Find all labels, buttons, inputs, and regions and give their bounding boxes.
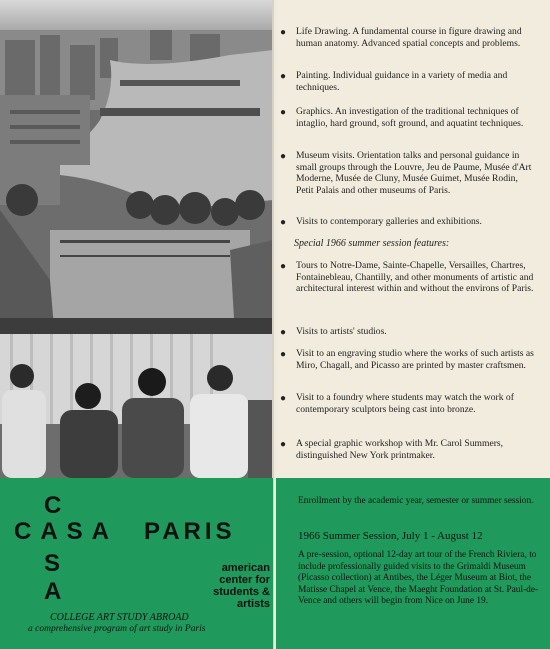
tagline-program: a comprehensive program of art study in Paris	[28, 624, 206, 634]
feature-item: ● Graphics. An investigation of the traditional techniques of intaglio, hard ground, soft ground, and aquatint techniques.	[280, 106, 524, 129]
tagline-college: COLLEGE ART STUDY ABROAD	[50, 612, 189, 623]
bullet-icon: ●	[280, 327, 287, 338]
bullet-icon: ●	[280, 439, 287, 450]
paris-photo	[0, 0, 273, 478]
feature-item: ● Painting. Individual guidance in a variety of media and techniques.	[280, 70, 508, 93]
bullet-icon: ●	[280, 217, 287, 228]
feature-item: ● Museum visits. Orientation talks and personal guidance in small groups through the Louvre, Jeu de Paume, Musée d'Art Moderne, Musée de Cluny, Musée Guimet, Musée Rodin, Petit Palais and other museums of Paris.	[280, 150, 532, 196]
bullet-icon: ●	[280, 349, 287, 360]
logo-letter-s: S	[44, 550, 61, 577]
logo-paris: PARIS	[144, 518, 236, 545]
logo-letter-a: A	[44, 578, 62, 605]
feature-item: ● Visits to contemporary galleries and exhibitions.	[280, 216, 482, 228]
special-item: ● Tours to Notre-Dame, Sainte-Chapelle, Versailles, Chartres, Fontainebleau, Chantilly, and other monuments of artistic and architectural interest within and without the environs of Paris.	[280, 260, 534, 295]
feature-item: ● Life Drawing. A fundamental course in figure drawing and human anatomy. Advanced spatial concepts and problems.	[280, 26, 522, 49]
bullet-icon: ●	[280, 393, 287, 404]
pre-session-text: A pre-session, optional 12-day art tour of the French Riviera, to include professionally guided visits to the Grimaldi Museum (Picasso collection) at Antibes, the Léger Museum at Biot, the Matisse Chapel at Vence, the Maeght Foundation at St. Paul-de-Vence and others will begin from Nice on June 19.	[298, 550, 539, 606]
special-heading: Special 1966 summer session features:	[294, 238, 450, 249]
bullet-icon: ●	[280, 71, 287, 82]
logo-casa: CASA	[14, 518, 119, 545]
logo-letter-c: C	[44, 492, 62, 519]
session-dates: 1966 Summer Session, July 1 - August 12	[298, 530, 483, 542]
bullet-icon: ●	[280, 261, 287, 272]
bullet-icon: ●	[280, 27, 287, 38]
logo-panel	[0, 478, 273, 649]
bullet-icon: ●	[280, 151, 287, 162]
enrollment-text: Enrollment by the academic year, semester or summer session.	[298, 496, 534, 506]
special-item: ● Visit to an engraving studio where the works of such artists as Miro, Chagall, and Picasso are printed by master craftsmen.	[280, 348, 534, 371]
course-column	[276, 0, 550, 478]
session-panel	[276, 478, 550, 649]
bullet-icon: ●	[280, 107, 287, 118]
special-item: ● Visits to artists' studios.	[280, 326, 387, 338]
special-item: ● A special graphic workshop with Mr. Carol Summers, distinguished New York printmaker.	[280, 438, 504, 461]
special-item: ● Visit to a foundry where students may watch the work of contemporary sculptors being cast into bronze.	[280, 392, 514, 415]
center-name: american center for students & artists	[213, 562, 270, 610]
